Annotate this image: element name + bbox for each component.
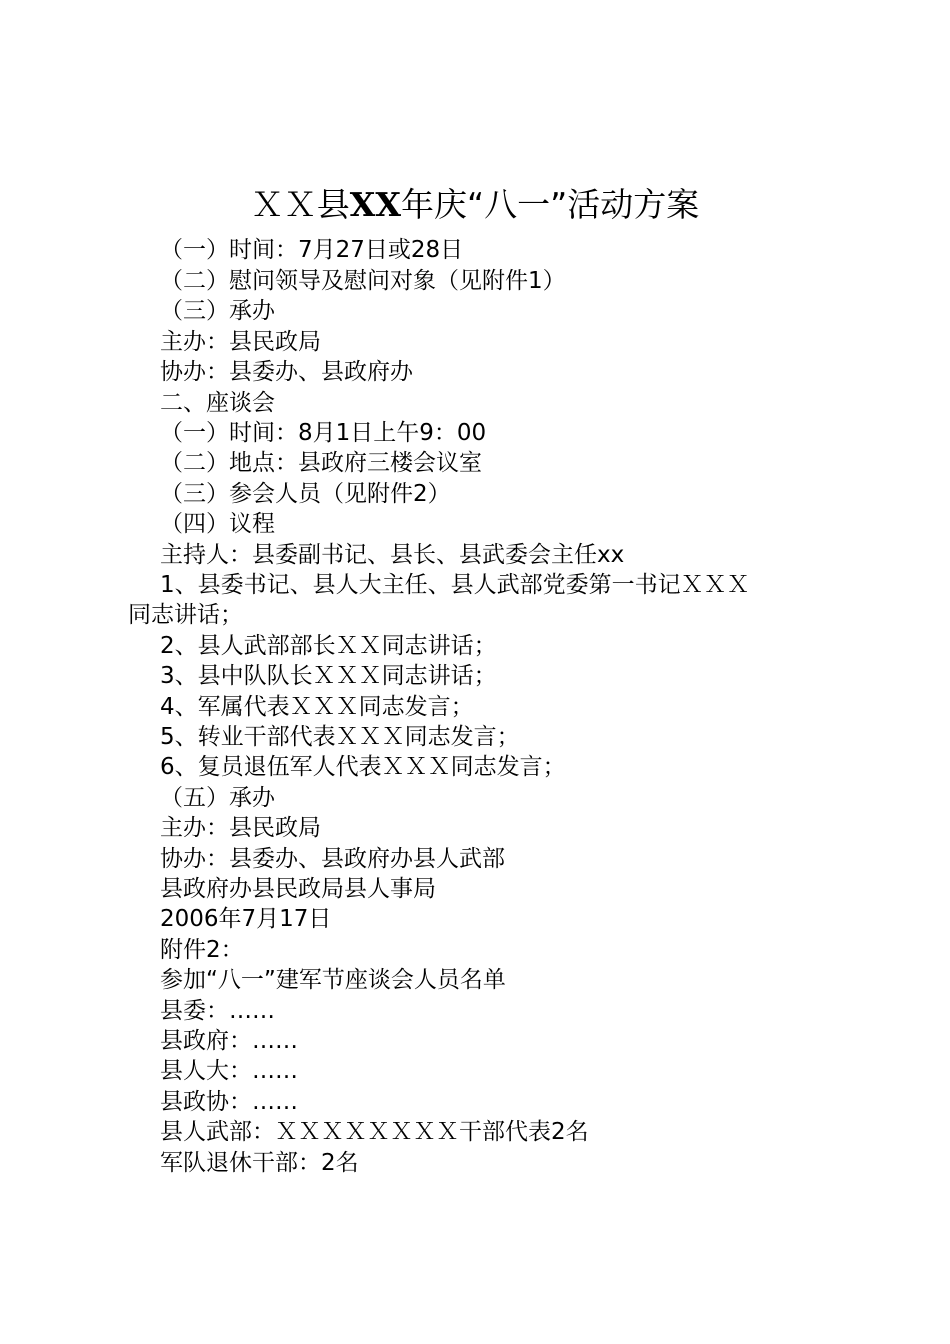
date-line: 2006年7月17日 xyxy=(160,906,332,932)
text-line: 县政协：…… xyxy=(160,1089,298,1115)
text-line: 4、军属代表ＸＸＸ同志发言； xyxy=(160,694,474,720)
text-line: 军队退休干部：2名 xyxy=(160,1150,359,1176)
document-title xyxy=(0,181,950,229)
text-line: （三）参会人员（见附件2） xyxy=(160,481,451,507)
text-line-continued: 同志讲话； xyxy=(128,602,243,628)
text-line: 协办：县委办、县政府办县人武部 xyxy=(160,846,505,872)
text-line: 2、县人武部部长ＸＸ同志讲话； xyxy=(160,633,497,659)
text-line: 主办：县民政局 xyxy=(160,329,321,355)
attachment-title: 参加“八一”建军节座谈会人员名单 xyxy=(160,967,506,993)
text-line: 县政府：…… xyxy=(160,1028,298,1054)
text-line: 3、县中队队长ＸＸＸ同志讲话； xyxy=(160,663,497,689)
text-line: 协办：县委办、县政府办 xyxy=(160,359,413,385)
text-line: 县政府办县民政局县人事局 xyxy=(160,876,436,902)
text-line: （五）承办 xyxy=(160,785,275,811)
text-line: （一）时间：8月1日上午9：00 xyxy=(160,420,487,446)
text-line: （二）慰问领导及慰问对象（见附件1） xyxy=(160,268,566,294)
text-line: （一）时间：7月27日或28日 xyxy=(160,237,464,263)
text-line: 5、转业干部代表ＸＸＸ同志发言； xyxy=(160,724,520,750)
text-line: （二）地点：县政府三楼会议室 xyxy=(160,450,482,476)
text-line: （三）承办 xyxy=(160,298,275,324)
text-line: 县人武部：ＸＸＸＸＸＸＸＸ干部代表2名 xyxy=(160,1119,589,1145)
text-line: （四）议程 xyxy=(160,511,275,537)
text-line: 县委：…… xyxy=(160,998,275,1024)
text-line: 县人大：…… xyxy=(160,1058,298,1084)
text-line: 主持人：县委副书记、县长、县武委会主任xx xyxy=(160,542,625,568)
text-line: 1、县委书记、县人大主任、县人武部党委第一书记ＸＸＸ xyxy=(160,572,750,598)
title-part-3: 年庆“八一”活动方案 xyxy=(401,185,700,224)
text-line: 6、复员退伍军人代表ＸＸＸ同志发言； xyxy=(160,754,566,780)
title-part-2: XX xyxy=(349,185,401,224)
title-part-1: ＸＸ县 xyxy=(250,185,350,224)
attachment-heading: 附件2： xyxy=(160,937,244,963)
text-line: 主办：县民政局 xyxy=(160,815,321,841)
section-heading: 二、座谈会 xyxy=(160,390,275,416)
